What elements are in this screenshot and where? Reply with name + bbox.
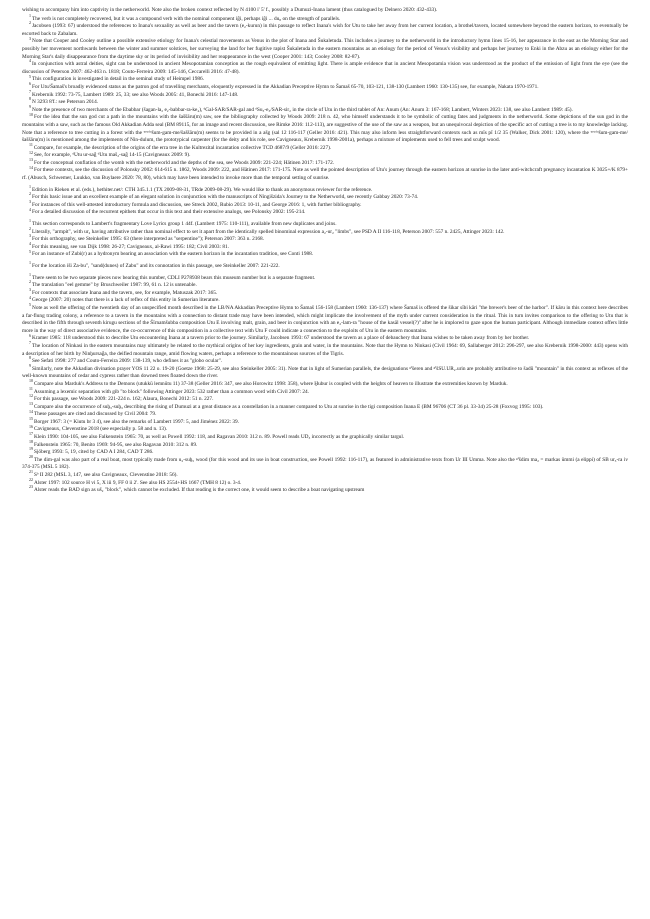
footnote-text: For Utu/Šamaš's broadly evidenced status as the patron god of travelling merchants, eloquently expressed in the Akkadian Preceptive Hymn to Šamaš 65-70, 103-121, 138-130 (Lambert 1960: 130-135) see, for example, Nakata 1970-1971. xyxy=(32,83,539,90)
footnote-number: 18 xyxy=(29,438,33,444)
footnote-text: Alster 1997: 102 source H vi 5, X iii 9, FF 0 ii 2'. See also HS 2554+HS 1667 (TMH 8 12) o. 3-4. xyxy=(34,479,242,486)
footnote-number: 16 xyxy=(29,423,33,429)
footnote-text: For this basic issue and an excellent example of an elegant solution in conjunction with the manuscripts of Ningišzida's Journey to the Netherworld, see recently Gabbay 2020: 73-74. xyxy=(32,194,419,201)
footnote-text: For this orthography, see Steinkeller 1995: 63 (there interpreted as "serpentine"); Peterson 2007: 363 n. 2168. xyxy=(32,236,264,243)
footnote-number: 2 xyxy=(29,279,31,285)
footnote-text: Assuming a lexemic separation with gib "to block" following Attinger 2023: 532 rather than a common word with Civil 2007: 24. xyxy=(33,388,310,395)
footnote xyxy=(22,20,628,38)
footnote-text: Compare also the occurrence of suḫ₃-suḫ₃ describing the rising of Dumuzi at a great distance as a constellation in a manner compared to Utu at sunrise in the tigi composition Inana E (BM 96706 (CT 36 pl. 33-34) 25-28 (Foxvog 1995: 103). xyxy=(34,403,544,410)
footnote-number: 9 xyxy=(29,362,31,368)
footnote-text: Literally, "armpit", with ur₂ having attributive rather than nominal effect to set it apart from the identically spelled binominal expression a₂-ur₂ "limbs", see PSD A II 116-118, Peterson 2007: 557 n. 2425, Attinger 2023: 142. xyxy=(32,228,505,235)
footnote-number: 4 xyxy=(29,58,31,64)
footnote xyxy=(22,88,628,100)
footnote-text: For contexts that associate Inana and the tavern, see, for example, Matuszak 2017: 365. xyxy=(32,289,218,296)
footnote-text: Note that Cooper and Cooley outline a possible extensive etiology for Inana's celestial movements as Venus in the plot of Inana and Šukaletuda. This includes a journey to the netherworld in the introductory hymn lines 15-16, her appearance in the east as the Morning Star and possibly her movement northwards between the winter and summer solstices, her surveying the land for her fugitive rapist Šukaletuda in the eastern mountains as an etiology for the period of Venus's visibility and perhaps her journey to Enki in the Abzu as an etiology either for the Morning Star's daily disappearance from the daytime sky or its period of invisibility and her reappearance in the west (Cooper 2001: 143; Cooley 2008: 82-87). xyxy=(22,38,628,60)
footnote-number: 20 xyxy=(29,454,33,460)
footnote-text: Jacobsen (1993: 67) understood the references to Inana's sexuality as well as beer and the tavern (e₂-kurun) in this passage to reflect Inana's wish for Utu to take her away from her current location, a brothel/tavern, located somewhere beyond the eastern horizon, to eventually be escorted back to Zabalam. xyxy=(22,23,628,37)
footnote-text: The verb is not completely recovered, but it was a compound verb with the nominal component ig̃i, perhaps ig̃i ... du₈ on the strength of parallels. xyxy=(32,15,341,22)
footnote xyxy=(22,294,628,308)
footnote-text: For instances of this well-attested introductory formula and discussion, see Streck 2002, Rubio 2013: 10-11, and George 2016: 1, with further bibliography. xyxy=(32,201,362,208)
footnote-text: For this passage, see Woods 2009: 221-224 n. 162; Alaura, Bonechi 2012: 51 n. 227. xyxy=(34,396,214,403)
footnote-number: 3 xyxy=(29,199,31,205)
footnote-number: 11 xyxy=(29,385,33,391)
footnote-text: Krebernik 1992: 73-75, Lambert 1989: 25, 33; see also Woods 2005: 41, Bonechi 2016: 147-148. xyxy=(32,91,239,98)
footnote-number: 2 xyxy=(29,225,31,231)
footnote-number: 4 xyxy=(29,294,31,300)
footnote xyxy=(22,302,628,335)
footnote xyxy=(22,206,628,217)
footnote-number: 22 xyxy=(29,476,33,482)
continued-footnote-text: wishing to accompany him into captivity in the netherworld. Note also the broken context reflected by N 4100 i' 5' f., possibly a Dumuzi-Inana lament (thus catalogued by Delnero 2020: 432-433). xyxy=(22,7,438,13)
footnote xyxy=(22,355,628,366)
footnote-number: 14 xyxy=(29,408,33,414)
footnote-group xyxy=(22,271,628,495)
footnote xyxy=(22,340,628,361)
footnote xyxy=(22,81,628,92)
footnote-text: Sjöberg 1993: 5, 19, cited by CAD A I 284, CAD T 286. xyxy=(34,449,154,456)
footnote-text: Edition in Rieken et al. (eds.), hethiter.net/: CTH 345.1.1 (TX 2009-08-31, TRde 2009-08-29). We would like to thank an anonymous reviewer for the reference. xyxy=(32,186,373,193)
footnote xyxy=(22,484,628,495)
footnote-number: 10 xyxy=(29,111,33,117)
footnote-number: 5 xyxy=(29,73,31,79)
footnote-text: For the idea that the sun god cut a path in the mountains with the šaššāru(m) saw, see the bibliography collected by Woods 2009: 218 n. 42, who himself understands it to be symbolic of cutting fates and judgments in the netherworld. Some depictions of the sun god in the mountains with a saw, such as the famous Old Akkadian Adda seal (BM 89115, for an image and recent discussion, see Rimke 2016: 112-113), are suggestive of the use of the saw as a weapon, but an unequivocal depiction of the specific act of cutting a tree is to my knowledge lacking. Note that a reference to tree cutting in a forest with the ᵘʳᵘᵈᵘšum-gam-me/šaššāru(m) seems to be provided in a ašg (sal 12 116-117 (Geller 2016: 421). This may also inform less straightforward contexts such as mīs pî 1/2 35 (Walker, Dick 2001: 120), where the ᵘʳᵘᵈᵘšum-gam-me/šaššāru(m) is mentioned among the implements of Nin-dulum, the prototypical carpenter (for the deity and his role, see Cavigneaux, Krebernik 1998-2001a), perhaps a mixture of implements used to fell trees and sculpt wood. xyxy=(22,114,628,144)
footnote-group xyxy=(22,12,628,183)
footnote-text: There seem to be two separate pieces now bearing this number, CDLI P278938 bears this museum number but is a separate fragment. xyxy=(32,274,316,281)
footnote xyxy=(22,423,628,437)
footnote-number: 12 xyxy=(29,149,33,155)
footnote-text: This section corresponds to Lambert's fragmentary Love Lyrics group 1 44f. (Lambert 1975: 110-111), available from new duplicates and joins. xyxy=(32,221,337,228)
footnote xyxy=(22,332,628,346)
footnote-text: Note the presence of two merchants of the Ebabbar (šagan-la₂ e₂-babbar-ra-ke₄), ᵈGal-SAR/SAR-gal and ᵈSu₃-e₃/SAR-sir₂ in the circle of Utu in the third tablet of An: Anum (An: Anum 3: 167-168; Lambert, Winters 2023: 138, see also Lambert 1989: 45). xyxy=(32,106,573,113)
footnote-text: Compare also Marduk's Address to the Demons (utukkū lemnūtu 11) 37-38 (Geller 2016: 347, see also Horowitz 1998: 358), where Ḫubur is coupled with the heights of heaven to illustrate the extremities known by Marduk. xyxy=(34,380,508,387)
footnote-number: 12 xyxy=(29,393,33,399)
footnote-group xyxy=(22,260,628,271)
footnote-text: George (2007: 20) notes that there is a lack of reflex of this entity in Sumerian literature. xyxy=(32,297,220,304)
footnote-number: 4 xyxy=(29,206,31,212)
footnote-number: 3 xyxy=(29,233,31,239)
footnote-number: 7 xyxy=(29,88,31,94)
footnote-text: Sᵇ II 282 (MSL 3, 147, see also Cavigneaux, Clevenstine 2018: 56). xyxy=(34,472,178,479)
footnote xyxy=(22,378,628,389)
footnote xyxy=(22,58,628,76)
footnote-number: 21 xyxy=(29,469,33,475)
footnote-number: 15 xyxy=(29,416,33,422)
footnote-text: The translation "eel gemme" by Bruschweiler 1987: 99, 61 n. 12 is untenable. xyxy=(32,282,197,289)
footnote xyxy=(22,260,628,271)
footnote-text: Note as well the offering of the twentieth day of an unspecified month described in the LB/NA Akkadian Preceptive Hymn to Šamaš 156-158 (Lambert 1960: 136-137) where Šamaš is offered the šikar sībi kāri "the brewer's beer of the harbor". If kāru in this context here describes a far-flung trading colony, a reference to a tavern in the mountains with a connection to distant trade may have been intended, which might implicate the involvement of the myth under current consideration in the ritual. This in turn invites comparison to the offering to Utu that is described in the fifth through seventh kirugu sections of the Šīrnamšubba composition Utu E involving malt, grain, and beer in conjunction with an e₂-lam-ra "house of the kasāl vessel(?)" after he is implored to gaze upon the human participant. Although immediate context offers little more in the way of direct associative evidence, the co-occurrence of this composition in a collective text with Utu F could indicate a connection to the exploits of Utu in the eastern mountains. xyxy=(22,304,628,334)
footnote-text: Falkenstein 1965: 70, Benito 1969: 94-95, see also Ragavan 2010: 312 n. 89. xyxy=(34,441,198,448)
footnote-number: 13 xyxy=(29,400,33,406)
footnote-group xyxy=(22,218,628,259)
footnote-number: 6 xyxy=(29,81,31,87)
footnote-number: 5 xyxy=(29,302,31,308)
footnote-number: 5 xyxy=(29,248,31,254)
footnote-text: Kramer 1985: 118 understood this to describe Utu encountering Inana at a tavern prior to the journey. Similarly, Jacobsen 1993: 67 understood the tavern as a place of debauchery that Inana wishes to be taken away from by her brother. xyxy=(32,335,530,342)
footnote-number: 14 xyxy=(29,164,33,170)
footnote-sections xyxy=(22,12,628,495)
footnote-number: 23 xyxy=(29,484,33,490)
footnote-text: For an instance of Zubi(r) as a hydronym bearing an association with the eastern horizon in the incantation tradition, see Conti 1988. xyxy=(32,251,314,258)
footnote-text: The location of Ninkasi in the eastern mountains may ultimately be related to the mythical origins of her key ingredients, grain and water, in the mountains. Note that the Hymn to Ninkasi (Civil 1964: 69, Sallaberger 2012: 296-297, see also Krebernik 1998-2000: 443) opens with a description of her birth by Ninḫursag̃a, the deified mountain range, amid flowing waters, perhaps a reference to the mountainous sources of the Tigris. xyxy=(22,342,628,357)
footnote xyxy=(22,164,628,182)
footnote xyxy=(22,35,628,64)
footnote-number: 13 xyxy=(29,157,33,163)
footnote-number: 17 xyxy=(29,431,33,437)
footnote-text: These passages are cited and discussed by Civil 2004: 79. xyxy=(34,411,157,418)
footnote-number: 7 xyxy=(29,340,31,346)
footnote-text: For the location iši Za-bu", "sand(dunes) of Zabu" and its connotation in this passage, see Steinkeller 2007: 221-222. xyxy=(32,263,280,269)
footnote-text: For a detailed discussion of the recurrent epithets that occur in this text and their extensive analogs, see Polonsky 2002: 195-214. xyxy=(32,209,306,216)
footnote-group xyxy=(22,183,628,217)
footnote-text: The dim-gal was also part of a real boat, most typically made from u₂-suḫ₅ wood (for this wood and its use in boat construction, see Powell 1992: 116-117), as featured in administrative texts from Ur III Umma. Note also the ᵍⁱšdim ma₂ = markas ūmmi (a elippi) of SB ur₅-ra iv 374-375 (MSL 5 182). xyxy=(22,456,628,471)
footnote-number: 19 xyxy=(29,446,33,452)
footnote-number: 1 xyxy=(29,12,31,18)
footnote-number: 4 xyxy=(29,241,31,247)
footnote-number: 1 xyxy=(29,271,31,277)
footnote-number: 1 xyxy=(29,218,31,224)
footnote-text: Alster reads the BAD sign as uš₂ "block", which cannot be excluded. If that reading is the correct one, it would seem to describe a boat navigating upstream xyxy=(34,487,365,494)
footnote-number: 3 xyxy=(29,287,31,293)
footnote-text: Klein 1990: 104-105, see also Falkenstein 1965: 70, as well as Powell 1992: 118, and Ragavan 2010: 312 n. 89. Powell reads UD₃ incorrectly as the graphically similar targul. xyxy=(34,434,405,441)
footnote xyxy=(22,454,628,475)
footnote-text: This configuration is investigated in detail in the seminal study of Heimpel 1986. xyxy=(32,76,204,83)
footnote-text: N 3293 8'f.: see Peterson 2014. xyxy=(32,99,99,106)
footnote-number: 9 xyxy=(29,103,31,109)
footnote xyxy=(22,111,628,144)
footnote-text: In conjunction with astral deities, sight can be understood in ancient Mesopotamian conception as the rough equivalent of emitting light. There is ample evidence that in ancient Mesopotamia vision was understood as the product of the emission of light from the eye (see the discussion of Peterson 2007: 462-463 n. 1818; Couto-Ferreira 2009: 145-146, Ceccarelli 2016: 47-48). xyxy=(22,61,628,75)
footnote xyxy=(22,248,628,259)
footnote-number: 2 xyxy=(29,20,31,26)
footnote-number: 1 xyxy=(29,183,31,189)
footnote-number: 8 xyxy=(29,355,31,361)
footnote-text: Cavigneaux, Clevenstine 2018 (see especially p. 58 and n. 13). xyxy=(34,426,168,433)
footnote-text: For the conceptual conflation of the womb with the netherworld and the depths of the sea, see Woods 2009: 221-224; Hätinen 2017: 171-172. xyxy=(34,159,335,166)
footnote-number: 6 xyxy=(29,332,31,338)
footnote-text: For this meaning, see van Dijk 1998: 26-27; Cavigneaux, al-Rawi 1995: 182; Civil 2003: 81. xyxy=(32,243,229,250)
footnote xyxy=(22,218,628,229)
footnote-number: 8 xyxy=(29,96,31,102)
footnote xyxy=(22,469,628,480)
footnote-text: See, for example, ᵈUtu ur-sag̃ ᵈUtu maš₂-sag̃ 14-15 (Cavigneaux 2009: 9). xyxy=(34,152,191,159)
footnote-number: 11 xyxy=(29,141,33,147)
footnote-text: Compare, for example, the description of the origins of the erra tree in the Kultrezital incantation collective TCD 4687/9 (Geller 2016: 227). xyxy=(33,144,332,151)
footnote xyxy=(22,393,628,404)
footnote-number: 2 xyxy=(29,191,31,197)
footnote xyxy=(22,385,628,397)
footnote-number: 3 xyxy=(29,35,31,41)
footnote-text: Similarly, note the Akkadian divination prayer YOS 11 22 o. 19-20 (Goetze 1968: 25-29, see also Steinkeller 2005: 31). Note that in light of Sumerian parallels, the designations ᵍⁱšeren and ᵍⁱšSU.UR₂.urin are probably attributive to šadû "mountain" in this context as reflexes of the well-known mountains of cedar and cypress rather than downed trees floated down the river. xyxy=(22,365,628,380)
footnote xyxy=(22,96,628,107)
footnote-text: Borger 1967: 3 (= Kiutu br 3 4), see also the remarks of Lambert 1997: 5, and Jiménez 2022: 39. xyxy=(34,418,240,425)
footnote-text: See Sefati 1998: 277 and Couto-Ferreira 2009: 138-139, who defines it as "globo ocular". xyxy=(32,358,223,365)
footnote xyxy=(22,446,628,460)
footnote-text: For these contexts, see the discussion of Polonsky 2002: 614-615 n. 1862, Woods 2009: 222, and Hätinen 2017: 171-175. Note as well the pointed description of Utu's journey through the eastern horizon at sunrise in the later anti-witchcraft pregnancy incantation K 3025+/K 879+ rf. (Abusch, Schwemer, Luukko, van Buylaere 2020: 78, 80), which may have been intended to invoke more than the temporal setting of sunrise. xyxy=(22,167,628,182)
footnote-number: 10 xyxy=(29,378,33,384)
footnote xyxy=(22,431,628,442)
footnote-number: 1 xyxy=(29,260,31,266)
